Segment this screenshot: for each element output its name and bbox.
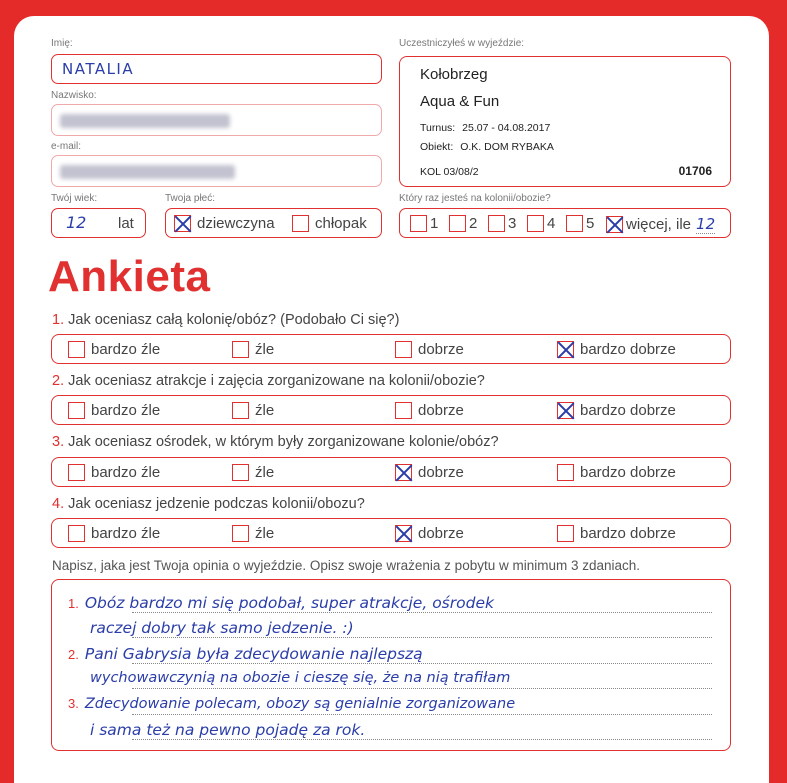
checkbox[interactable]: [557, 464, 574, 481]
rating-label: bardzo dobrze: [580, 525, 676, 542]
checkbox[interactable]: [395, 402, 412, 419]
age-value: 12: [66, 213, 87, 232]
rating-label: bardzo źle: [91, 525, 161, 542]
rating-option[interactable]: [395, 464, 464, 481]
opinion-line-text: wychowawczynią na obozie i cieszę się, że na nią trafiłam: [90, 670, 511, 686]
question-text: Jak oceniasz atrakcje i zajęcia zorganizowane na kolonii/obozie?: [68, 373, 485, 389]
checkbox[interactable]: [68, 464, 85, 481]
rating-label: źle: [255, 464, 275, 481]
checkbox-checked[interactable]: [606, 216, 623, 233]
visit-option-4[interactable]: [527, 215, 555, 232]
ruled-line: [132, 739, 712, 740]
opinion-line-text: Zdecydowanie polecam, obozy są genialnie zorganizowane: [84, 696, 516, 712]
visit-option-1[interactable]: [410, 215, 438, 232]
checkbox[interactable]: [410, 215, 427, 232]
opinion-line-text: Pani Gabrysia była zdecydowanie najlepszą: [84, 645, 423, 663]
gender-option-label: dziewczyna: [197, 215, 275, 232]
checkbox-checked[interactable]: [557, 341, 574, 358]
opinion-prompt: Napisz, jaka jest Twoja opinia o wyjeździe. Opisz swoje wrażenia z pobytu w minimum 3 zdaniach.: [52, 558, 641, 573]
rating-option[interactable]: [557, 341, 676, 358]
checkbox[interactable]: [232, 402, 249, 419]
question-1: [52, 312, 399, 328]
rating-label: bardzo źle: [91, 402, 161, 419]
obiekt-label: Obiekt:: [420, 141, 454, 153]
rating-option[interactable]: [68, 525, 160, 542]
question-4: [52, 496, 365, 512]
opinion-line-number: 1.: [68, 596, 79, 611]
rating-option[interactable]: [395, 341, 464, 358]
age-label: Twój wiek:: [51, 193, 98, 204]
question-number: 1.: [52, 312, 65, 328]
rating-option[interactable]: [68, 402, 160, 419]
trip-label: Uczestniczyłeś w wyjeździe:: [399, 38, 525, 49]
email-field[interactable]: [51, 155, 382, 187]
checkbox[interactable]: [566, 215, 583, 232]
checkbox[interactable]: [557, 525, 574, 542]
rating-label: źle: [255, 341, 275, 358]
obiekt-line: [420, 141, 554, 153]
rating-label: źle: [255, 402, 275, 419]
opinion-line: [68, 696, 515, 712]
rating-label: dobrze: [418, 464, 464, 481]
trip-info-box: [399, 56, 731, 187]
visit-option-2[interactable]: [449, 215, 477, 232]
rating-option[interactable]: [232, 341, 274, 358]
question-number: 4.: [52, 496, 65, 512]
age-field[interactable]: [51, 208, 146, 238]
visit-option-label: 1: [430, 215, 439, 232]
rating-option[interactable]: [68, 464, 160, 481]
surname-label: Nazwisko:: [51, 90, 97, 101]
checkbox[interactable]: [292, 215, 309, 232]
obiekt-value: O.K. DOM RYBAKA: [460, 141, 554, 153]
checkbox[interactable]: [527, 215, 544, 232]
rating-row-2: [51, 395, 731, 425]
rating-option[interactable]: [68, 341, 160, 358]
checkbox-checked[interactable]: [557, 402, 574, 419]
ruled-line: [132, 714, 712, 715]
ruled-line: [132, 688, 712, 689]
question-text: Jak oceniasz ośrodek, w którym były zorganizowane kolonie/obóz?: [68, 434, 499, 450]
rating-label: bardzo źle: [91, 464, 161, 481]
question-3: [52, 434, 499, 450]
visit-option-3[interactable]: [488, 215, 516, 232]
visit-option-5[interactable]: [566, 215, 594, 232]
visit-option-more[interactable]: [606, 215, 715, 234]
turnus-line: [420, 122, 550, 134]
surname-field[interactable]: [51, 104, 382, 136]
opinion-line: [90, 721, 365, 739]
ruled-line: [132, 637, 712, 638]
gender-option-boy[interactable]: [292, 215, 367, 232]
checkbox[interactable]: [395, 341, 412, 358]
trip-program: Aqua & Fun: [420, 93, 500, 110]
question-text: Jak oceniasz całą kolonię/obóz? (Podobało Ci się?): [68, 312, 400, 328]
name-field[interactable]: [51, 54, 382, 84]
rating-option[interactable]: [557, 464, 676, 481]
checkbox[interactable]: [232, 525, 249, 542]
rating-option[interactable]: [557, 402, 676, 419]
rating-label: dobrze: [418, 525, 464, 542]
checkbox[interactable]: [68, 341, 85, 358]
checkbox-checked[interactable]: [174, 215, 191, 232]
trip-number: 01706: [678, 164, 712, 178]
visit-option-label: więcej, ile: [626, 216, 692, 233]
opinion-line: [90, 670, 510, 686]
rating-option[interactable]: [557, 525, 676, 542]
gender-label: Twoja płeć:: [165, 193, 216, 204]
email-label: e-mail:: [51, 141, 82, 152]
visits-more-value: 12: [696, 215, 716, 233]
visit-option-label: 4: [547, 215, 556, 232]
trip-place: Kołobrzeg: [420, 66, 488, 83]
opinion-line: [90, 619, 354, 637]
rating-label: dobrze: [418, 341, 464, 358]
name-label: Imię:: [51, 38, 73, 49]
name-value: NATALIA: [62, 60, 135, 78]
opinion-line-text: Obóz bardzo mi się podobał, super atrakcje, ośrodek: [84, 594, 494, 612]
trip-code: KOL 03/08/2: [420, 166, 479, 178]
turnus-value: 25.07 - 04.08.2017: [462, 122, 551, 134]
checkbox[interactable]: [232, 341, 249, 358]
checkbox-checked[interactable]: [395, 525, 412, 542]
visit-option-label: 3: [508, 215, 517, 232]
gender-option-label: chłopak: [315, 215, 367, 232]
checkbox[interactable]: [232, 464, 249, 481]
rating-option[interactable]: [395, 525, 464, 542]
question-number: 2.: [52, 373, 65, 389]
rating-row-4: [51, 518, 731, 548]
ruled-line: [132, 612, 712, 613]
opinion-line: [68, 645, 423, 663]
opinion-line-text: i sama też na pewno pojadę za rok.: [90, 721, 366, 739]
visits-field: [399, 208, 731, 238]
rating-label: źle: [255, 525, 275, 542]
rating-option[interactable]: [232, 525, 274, 542]
rating-row-3: [51, 457, 731, 487]
rating-label: bardzo dobrze: [580, 341, 676, 358]
opinion-box[interactable]: [51, 579, 731, 751]
question-text: Jak oceniasz jedzenie podczas kolonii/obozu?: [68, 496, 365, 512]
gender-option-girl[interactable]: [174, 215, 275, 232]
opinion-line-number: 2.: [68, 647, 79, 662]
checkbox-checked[interactable]: [395, 464, 412, 481]
rating-row-1: [51, 334, 731, 364]
rating-label: bardzo dobrze: [580, 402, 676, 419]
rating-label: bardzo dobrze: [580, 464, 676, 481]
checkbox[interactable]: [68, 402, 85, 419]
checkbox[interactable]: [68, 525, 85, 542]
visit-option-label: 2: [469, 215, 478, 232]
opinion-line-text: raczej dobry tak samo jedzenie. :): [90, 619, 354, 637]
ruled-line: [132, 663, 712, 664]
opinion-line-number: 3.: [68, 696, 79, 711]
rating-label: dobrze: [418, 402, 464, 419]
opinion-line: [68, 594, 494, 612]
rating-label: bardzo źle: [91, 341, 161, 358]
visit-option-label: 5: [586, 215, 595, 232]
gender-field: [165, 208, 382, 238]
surname-redacted: [60, 114, 230, 128]
survey-title: Ankieta: [48, 252, 211, 301]
checkbox[interactable]: [449, 215, 466, 232]
checkbox[interactable]: [488, 215, 505, 232]
question-number: 3.: [52, 434, 65, 450]
rating-option[interactable]: [395, 402, 464, 419]
turnus-label: Turnus:: [420, 122, 456, 134]
email-redacted: [60, 165, 235, 179]
rating-option[interactable]: [232, 402, 274, 419]
rating-option[interactable]: [232, 464, 274, 481]
visits-label: Który raz jesteś na kolonii/obozie?: [399, 193, 551, 204]
age-unit: lat: [118, 215, 134, 232]
question-2: [52, 373, 485, 389]
